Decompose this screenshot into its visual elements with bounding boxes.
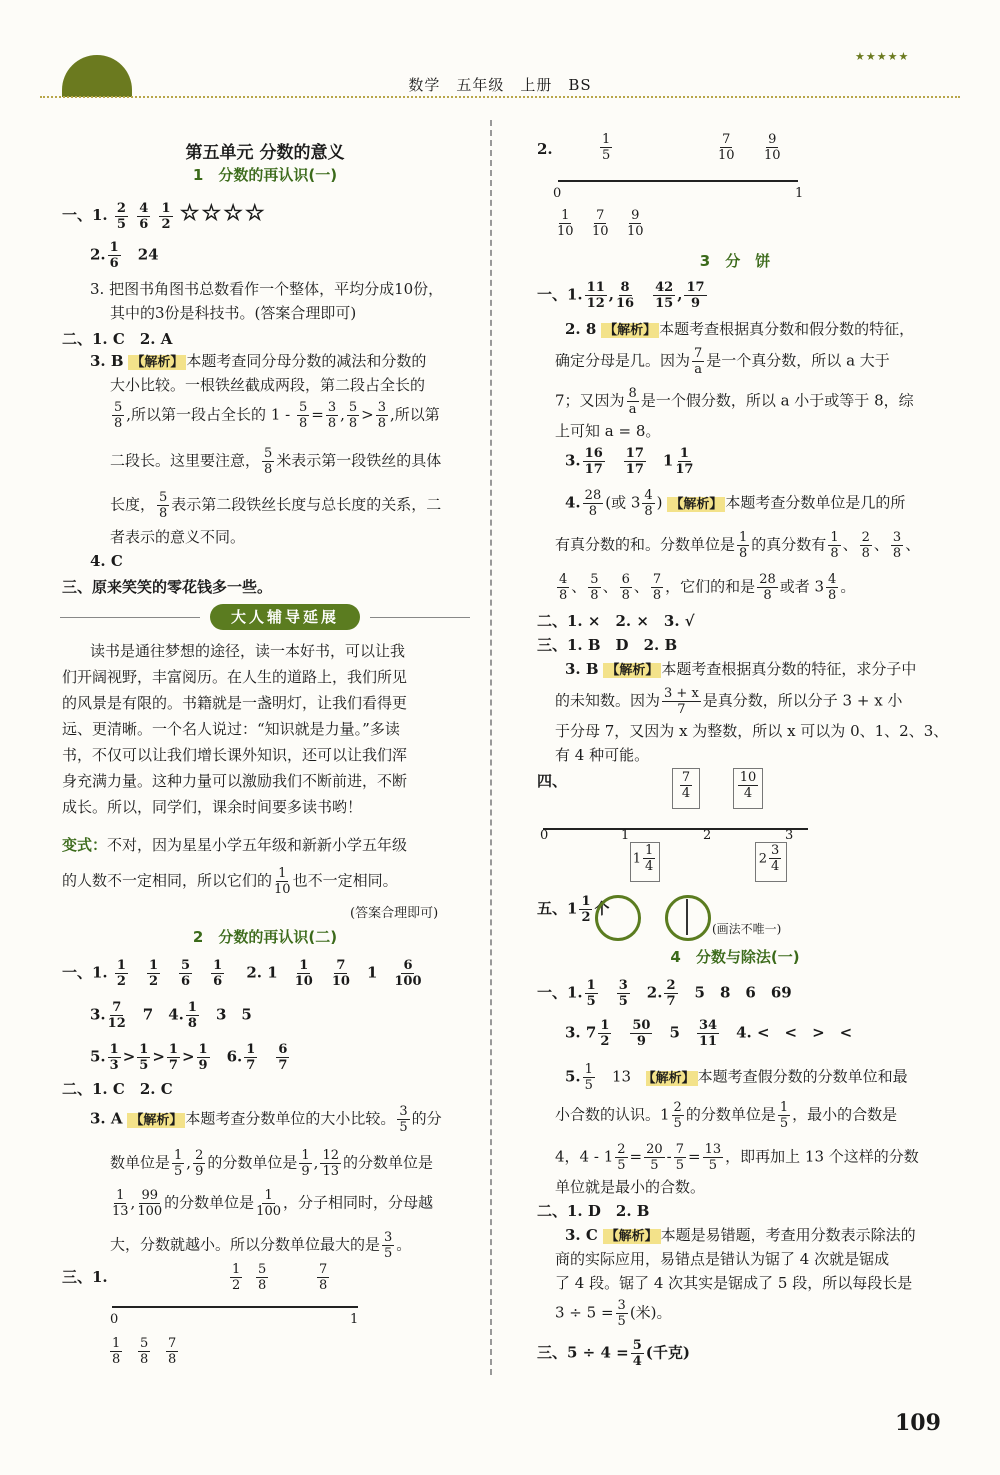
nl-label: $\frac{7}{10}$ [592, 208, 609, 239]
nl-one: 1 [350, 1312, 359, 1327]
section-1-title: 1 分数的再认识(一) [192, 166, 338, 184]
ans: 大小比较。一根铁丝截成两段，第二段占全长的 [110, 376, 426, 394]
ans: 一、1. $\frac{2}{5}$ $\frac{4}{6}$ $\frac{1}{2}$ ☆☆☆☆ [62, 200, 267, 232]
number-line [543, 828, 808, 830]
nl-label: $\frac{7}{8}$ [168, 1336, 177, 1367]
ans: 2. $\frac{1}{6}$ 24 [90, 240, 159, 271]
para: 身充满力量。这种力量可以激励我们不断前进，不断 [62, 772, 408, 790]
nl-zero: 0 [110, 1312, 119, 1327]
number-line [112, 1306, 358, 1308]
ans: 3. C 【解析】 本题是易错题，考查用分数表示除法的 [565, 1226, 916, 1244]
ans: 有真分数的和。分数单位是 $\frac{1}{8}$ 的真分数有 $\frac{1}{8}$ 、 $\frac{2}{8}$ 、 $\frac{3}{8}$ 、 [555, 530, 921, 561]
ans: 五、1 $\frac{1}{2}$ 个 [537, 894, 610, 925]
para: 书，不仅可以让我们增长课外知识，还可以让我们浑 [62, 746, 408, 764]
ans: 二、1. × 2. × 3. √ [537, 612, 695, 630]
nl-zero: 0 [553, 186, 562, 201]
ans: 三、原来笑笑的零花钱多一些。 [62, 578, 273, 596]
ans: 3. $\frac{7}{12}$ 7 4. $\frac{1}{8}$ 3 5 [90, 1000, 252, 1031]
ans: 2. 8 【解析】 本题考查根据真分数和假分数的特征， [565, 320, 915, 338]
circle-drawing [595, 895, 641, 941]
nl-label: $\frac{1}{10}$ [557, 208, 574, 239]
note: (画法不唯一) [712, 922, 782, 936]
variant-note: (答案合理即可) [350, 906, 439, 921]
ans: 3. 把图书角图书总数看作一个整体，平均分成10份， [90, 280, 444, 298]
nl-label: $\frac{1}{8}$ [112, 1336, 121, 1367]
nl-one: 1 [795, 186, 804, 201]
ans: 3 ÷ 5 = $\frac{3}{5}$ (米)。 [555, 1298, 672, 1329]
page-header: 数学 五年级 上册 BS [408, 76, 592, 94]
ans: 2. [537, 140, 553, 158]
ans: 了 4 段。锯了 4 次其实是锯成了 5 段，所以每段长是 [555, 1274, 913, 1292]
ans: 上可知 a = 8。 [555, 422, 661, 440]
nl-label: $\frac{1}{2}$ [232, 1262, 241, 1293]
ans: 于分母 7，又因为 x 为整数，所以 x 可以为 0、1、2、3、 [555, 722, 949, 740]
para: 读书是通往梦想的途径，读一本好书，可以让我 [90, 642, 406, 660]
para: 成长。所以，同学们，课余时间要多读书哟！ [62, 798, 363, 816]
axis-tick-label: 3 [785, 828, 794, 843]
variant: 变式：不对，因为星星小学五年级和新新小学五年级 [62, 836, 408, 854]
answer-box: $\frac{7}{4}$ [672, 768, 700, 809]
ans: 4. $\frac{28}{8}$ (或 3 $\frac{4}{8}$ ) 【解析】 本题考查分数单位是几的所 [565, 488, 906, 519]
ans: $\frac{1}{13}$ , $\frac{99}{100}$ 的分数单位是 $\frac{1}{100}$ ，分子相同时，分母越 [112, 1188, 434, 1219]
ans: 一、1. $\frac{1}{5}$ $\frac{3}{5}$ 2. $\frac{2}{7}$ 5 8 6 69 [537, 978, 792, 1009]
answer-box: 2 $\frac{3}{4}$ [755, 842, 787, 882]
ans: 7；又因为 $\frac{8}{a}$ 是一个假分数，所以 a 小于或等于 8，综 [555, 386, 914, 417]
ans: 商的实际应用，易错点是错认为锯了 4 次就是锯成 [555, 1250, 890, 1268]
unit-title: 第五单元 分数的意义 [185, 143, 345, 163]
ans: 3. 7 $\frac{1}{2}$ $\frac{50}{9}$ 5 $\frac{34}{11}$ 4. < < > < [565, 1018, 853, 1049]
section-3-title: 3 分 饼 [699, 252, 771, 270]
banner-rule [60, 617, 200, 618]
axis-tick-label: 2 [703, 828, 712, 843]
ans: 有 4 种可能。 [555, 746, 650, 764]
nl-label: $\frac{9}{10}$ [627, 208, 644, 239]
axis-tick-label: 0 [540, 828, 549, 843]
ans: 3. $\frac{16}{17}$ $\frac{17}{17}$ 1 $\frac{1}{17}$ [565, 446, 694, 477]
ans: 5. $\frac{1}{3}$ > $\frac{1}{5}$ > $\frac{1}{7}$ > $\frac{1}{9}$ 6. $\frac{1}{7}$ $\frac{6}{7}$ [90, 1042, 288, 1073]
section-2-title: 2 分数的再认识(二) [192, 928, 338, 946]
circle-split [686, 899, 688, 935]
ans: 3. B 【解析】 本题考查根据真分数的特征，求分子中 [565, 660, 917, 678]
header-rule [40, 96, 960, 98]
ans: 一、1. $\frac{1}{2}$ $\frac{1}{2}$ $\frac{5}{6}$ $\frac{1}{6}$ 2. 1 $\frac{1}{10}$ $\frac{7}{10}$ 1 $\frac{6}{100}$ [62, 958, 422, 989]
ans: 四、 [537, 772, 568, 790]
ans: 二、1. C 2. A [62, 330, 173, 348]
nl-label: $\frac{7}{8}$ [319, 1262, 328, 1293]
ans: 三、5 ÷ 4 = $\frac{5}{4}$ (千克) [537, 1338, 690, 1369]
ans: 3. A 【解析】 本题考查分数单位的大小比较。 $\frac{3}{5}$ 的分 [90, 1104, 442, 1135]
ans: 三、1. B D 2. B [537, 636, 678, 654]
nl-label: $\frac{9}{10}$ [764, 132, 781, 163]
nl-label: $\frac{5}{8}$ [258, 1262, 267, 1293]
ans: 确定分母是几。因为 $\frac{7}{a}$ 是一个真分数，所以 a 大于 [555, 346, 890, 377]
column-divider [490, 120, 492, 1375]
ans: 其中的3份是科技书。(答案合理即可) [110, 304, 357, 322]
ans: 长度， $\frac{5}{8}$ 表示第二段铁丝长度与总长度的关系，二 [110, 490, 442, 521]
nl-label: $\frac{5}{8}$ [140, 1336, 149, 1367]
nl-label: $\frac{1}{5}$ [602, 132, 611, 163]
ans: $\frac{4}{8}$ 、 $\frac{5}{8}$ 、 $\frac{6}{8}$ 、 $\frac{7}{8}$ ，它们的和是 $\frac{28}{8}$ 或者 3 $\frac{4}{8}$ 。 [559, 572, 856, 603]
ans: 3. B 【解析】 本题考查同分母分数的减法和分数的 [90, 352, 427, 370]
page-number: 109 [895, 1410, 941, 1436]
ans: 大，分数就越小。所以分数单位最大的是 $\frac{3}{5}$ 。 [110, 1230, 412, 1261]
circle-drawing [665, 895, 711, 941]
ans: 三、1. [62, 1268, 108, 1286]
variant: 的人数不一定相同，所以它们的 $\frac{1}{10}$ 也不一定相同。 [62, 866, 398, 897]
answer-box: 1 $\frac{1}{4}$ [630, 842, 660, 882]
banner-rule [370, 617, 470, 618]
ans: 二、1. D 2. B [537, 1202, 650, 1220]
answer-box: $\frac{10}{4}$ [733, 768, 763, 809]
star-logo: ★★★★★ [855, 50, 910, 63]
ans: 二段长。这里要注意， $\frac{5}{8}$ 米表示第一段铁丝的具体 [110, 446, 442, 477]
ans: 5. $\frac{1}{5}$ 13 【解析】 本题考查假分数的分数单位和最 [565, 1062, 908, 1093]
ans: 的未知数。因为 $\frac{3 + x}{7}$ 是真分数，所以分子 3 + x 小 [555, 686, 903, 717]
para: 的风景是有限的。书籍就是一盏明灯，让我们看得更 [62, 694, 408, 712]
ans: 小合数的认识。1 $\frac{2}{5}$ 的分数单位是 $\frac{1}{5}$ ，最小的合数是 [555, 1100, 898, 1131]
ans: 单位就是最小的合数。 [555, 1178, 706, 1196]
ans: 一、1. $\frac{11}{12}$ , $\frac{8}{16}$ $\frac{42}{15}$ , $\frac{17}{9}$ [537, 280, 705, 311]
ans: $\frac{5}{8}$ ,所以第一段占全长的 1 - $\frac{5}{8}$ = $\frac{3}{8}$ , $\frac{5}{8}$ > $\frac{3}{8}$ ,所以第 [114, 400, 440, 431]
banner: 大人辅导延展 [210, 604, 360, 630]
ans: 4. C [90, 552, 123, 570]
para: 们开阔视野，丰富阅历。在人生的道路上，我们所见 [62, 668, 408, 686]
axis-tick-label: 1 [621, 828, 630, 843]
section-4-title: 4 分数与除法(一) [670, 948, 800, 966]
nl-label: $\frac{7}{10}$ [718, 132, 735, 163]
number-line [558, 180, 798, 182]
para: 远、更清晰。一个名人说过：“知识就是力量。”多读 [62, 720, 400, 738]
ans: 4，4 - 1 $\frac{2}{5}$ = $\frac{20}{5}$ - $\frac{7}{5}$ = $\frac{13}{5}$ ，即再加上 13 个这样的分数 [555, 1142, 919, 1173]
ans: 者表示的意义不同。 [110, 528, 246, 546]
ans: 数单位是 $\frac{1}{5}$ , $\frac{2}{9}$ 的分数单位是 $\frac{1}{9}$ , $\frac{12}{13}$ 的分数单位是 [110, 1148, 433, 1179]
ans: 二、1. C 2. C [62, 1080, 173, 1098]
